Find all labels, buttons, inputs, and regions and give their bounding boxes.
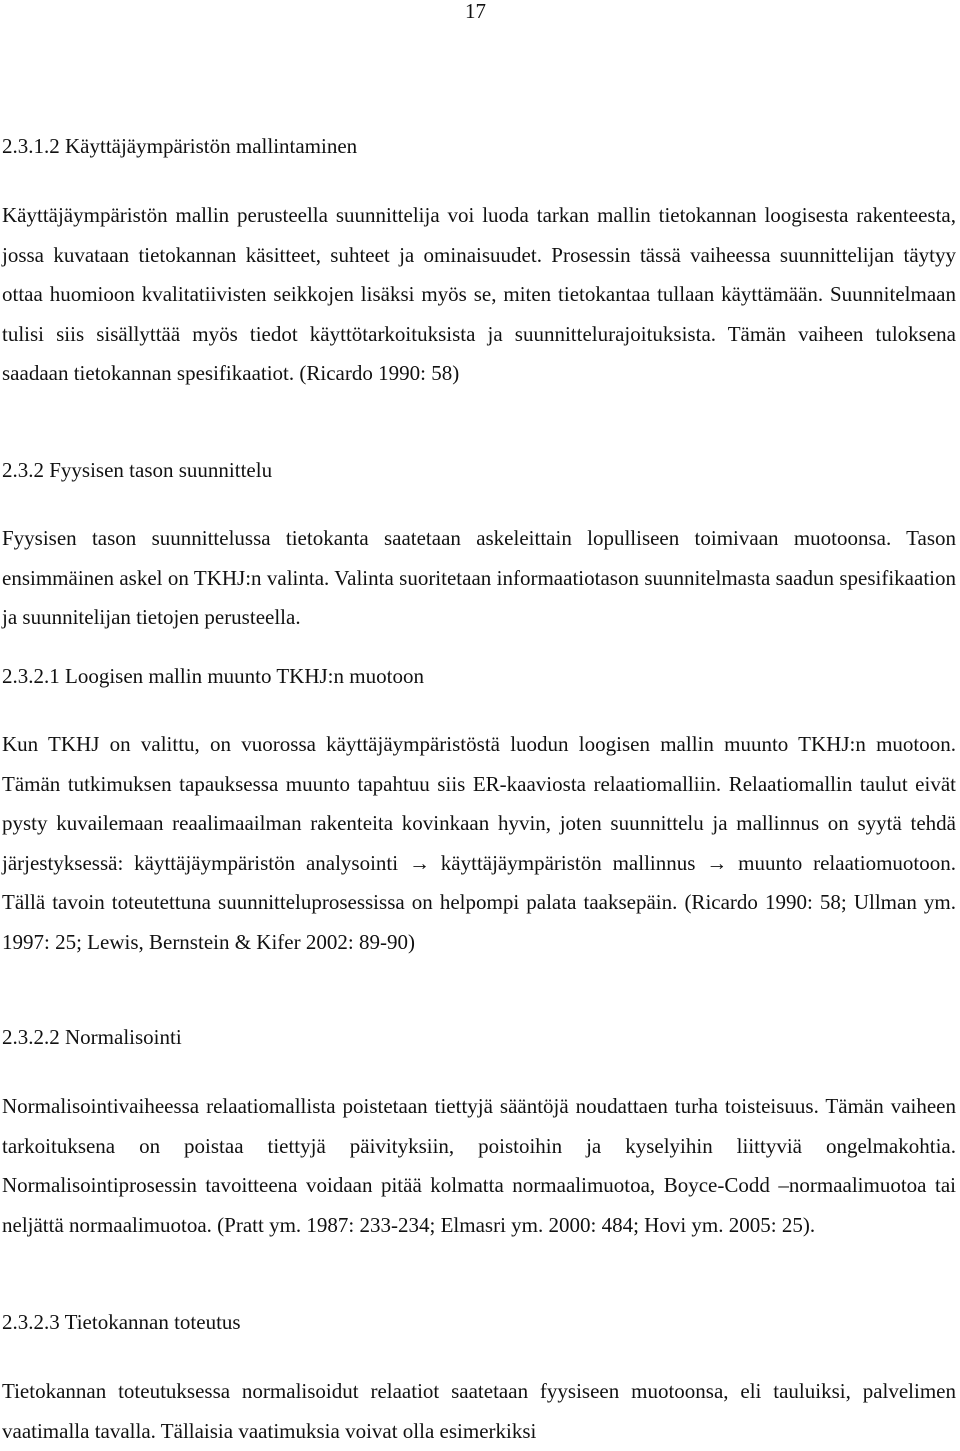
section-heading-2-3-1-2: 2.3.1.2 Käyttäjäympäristön mallintaminen [2,134,358,158]
section-heading-2-3-2-1: 2.3.2.1 Loogisen mallin muunto TKHJ:n muotoon [2,664,424,688]
section-paragraph-2-3-1-2: Käyttäjäympäristön mallin perusteella suunnittelija voi luoda tarkan mallin tietokannan loogisesta rakenteesta, jossa kuvataan tietokannan käsitteet, suhteet ja ominaisuudet. Prosessin tässä vaiheessa suunnittelijan täytyy ottaa huomioon kvalitatiivisten seikkojen lisäksi myös se, miten tietokantaa tullaan käyttämään. Suunnitelmaan tulisi siis sisällyttää myös tiedot käyttötarkoituksista ja suunnittelurajoituksista. Tämän vaiheen tuloksena saadaan tietokannan spesifikaatiot. (Ricardo 1990: 58) [2,203,956,386]
section-heading-2-3-2: 2.3.2 Fyysisen tason suunnittelu [2,458,273,482]
section-paragraph-2-3-2-2: Normalisointivaiheessa relaatiomallista poistetaan tiettyjä sääntöjä noudattaen turha toisteisuus. Tämän vaiheen tarkoituksena on poistaa tiettyjä päivityksiin, poistoihin ja kyselyihin liittyviä ongelmakohtia. Normalisointiprosessin tavoitteena voidaan pitää kolmatta normaalimuotoa, Boyce-Codd –normaalimuotoa tai neljättä normaalimuotoa. (Pratt ym. 1987: 233-234; Elmasri ym. 2000: 484; Hovi ym. 2005: 25). [2,1094,956,1237]
section-heading-2-3-2-2: 2.3.2.2 Normalisointi [2,1025,182,1049]
section-paragraph-2-3-2: Fyysisen tason suunnittelussa tietokanta saatetaan askeleittain lopulliseen toimivaan muotoonsa. Tason ensimmäinen askel on TKHJ:n valinta. Valinta suoritetaan informaatiotason suunnitelmasta saadun spesifikaation ja suunnitelijan tietojen perusteella. [2,526,956,630]
section-paragraph-2-3-2-3: Tietokannan toteutuksessa normalisoidut relaatiot saatetaan fyysiseen muotoonsa, eli tauluiksi, palvelimen vaatimalla tavalla. Tällaisia vaatimuksia voivat olla esimerkiksi [2,1379,956,1443]
page-number: 17 [465,0,486,23]
section-heading-2-3-2-3: 2.3.2.3 Tietokannan toteutus [2,1310,241,1334]
section-paragraph-2-3-2-1: Kun TKHJ on valittu, on vuorossa käyttäjäympäristöstä luodun loogisen mallin muunto TKHJ:n muotoon. Tämän tutkimuksen tapauksessa muunto tapahtuu siis ER-kaaviosta relaatiomalliin. Relaatiomallin taulut eivät pysty kuvailemaan reaalimaailman rakenteita kovinkaan hyvin, joten suunnittelu ja mallinnus on syytä tehdä järjestyksessä: käyttäjäympäristön analysointi → käyttäjäympäristön mallinnus → muunto relaatiomuotoon. Tällä tavoin toteutettuna suunnitteluprosessissa on helpompi palata taaksepäin. (Ricardo 1990: 58; Ullman ym. 1997: 25; Lewis, Bernstein & Kifer 2002: 89-90) [2,732,956,954]
